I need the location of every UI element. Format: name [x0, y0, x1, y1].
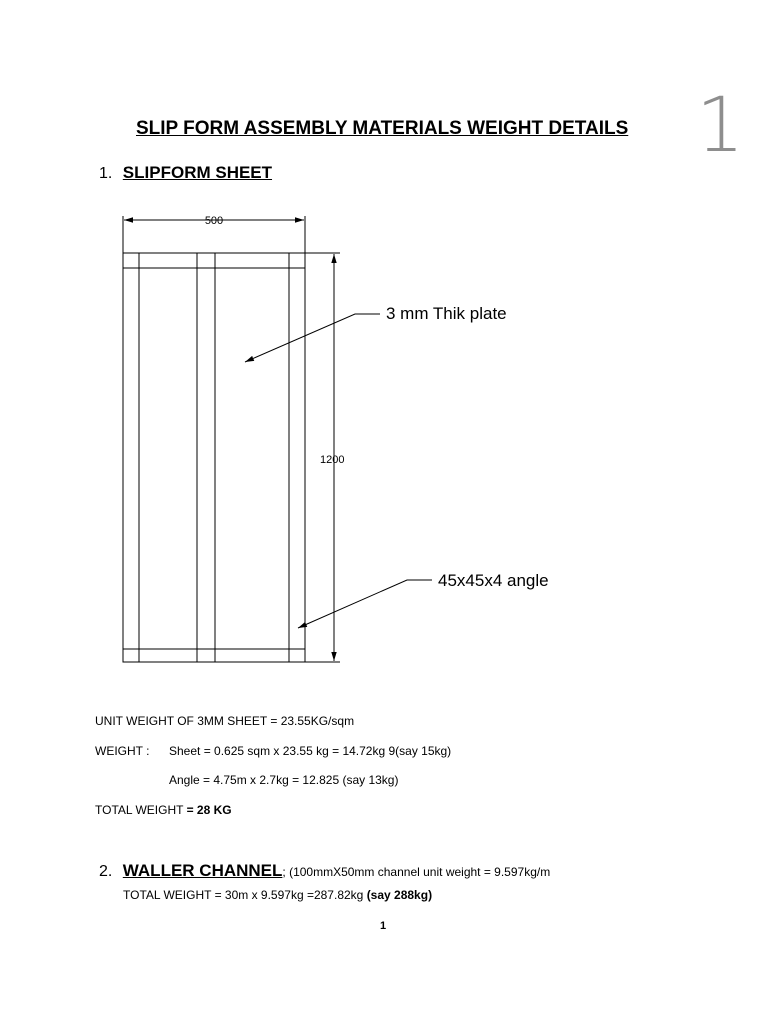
section2-title: WALLER CHANNEL	[122, 861, 283, 880]
width-dimension-label: 500	[204, 215, 224, 227]
section2-number: 2.	[99, 863, 113, 880]
page-title: SLIP FORM ASSEMBLY MATERIALS WEIGHT DETAILS	[136, 118, 629, 139]
sheet-weight-line: Sheet = 0.625 sqm x 23.55 kg = 14.72kg 9(say 15kg)	[169, 744, 452, 758]
section2-desc: ; (100mmX50mm channel unit weight = 9.597kg/m	[282, 865, 551, 879]
section2-heading	[99, 861, 550, 881]
total-weight-label: TOTAL WEIGHT	[95, 803, 187, 817]
angle-weight-line: Angle = 4.75m x 2.7kg = 12.825 (say 13kg)	[169, 773, 399, 787]
footer-page-number: 1	[380, 920, 387, 932]
angle-leader-line	[298, 580, 432, 628]
angle-label: 45x45x4 angle	[438, 571, 549, 590]
total-weight-value: = 28 KG	[186, 803, 232, 817]
sheet-outline	[123, 253, 305, 662]
section2-total-line	[123, 888, 432, 902]
total-weight-line	[95, 803, 232, 817]
section1-number: 1.	[99, 165, 113, 182]
page-number-large: 1	[696, 80, 745, 169]
section2-total-say: (say 288kg)	[366, 888, 433, 902]
section2-total-prefix: TOTAL WEIGHT = 30m x 9.597kg =287.82kg	[123, 888, 367, 902]
section1-title: SLIPFORM SHEET	[122, 163, 273, 182]
plate-leader-line	[245, 314, 380, 362]
unit-weight-line: UNIT WEIGHT OF 3MM SHEET = 23.55KG/sqm	[95, 714, 355, 728]
height-dimension-label: 1200	[320, 454, 345, 466]
weight-label: WEIGHT :	[95, 744, 150, 758]
plate-label: 3 mm Thik plate	[386, 304, 507, 323]
